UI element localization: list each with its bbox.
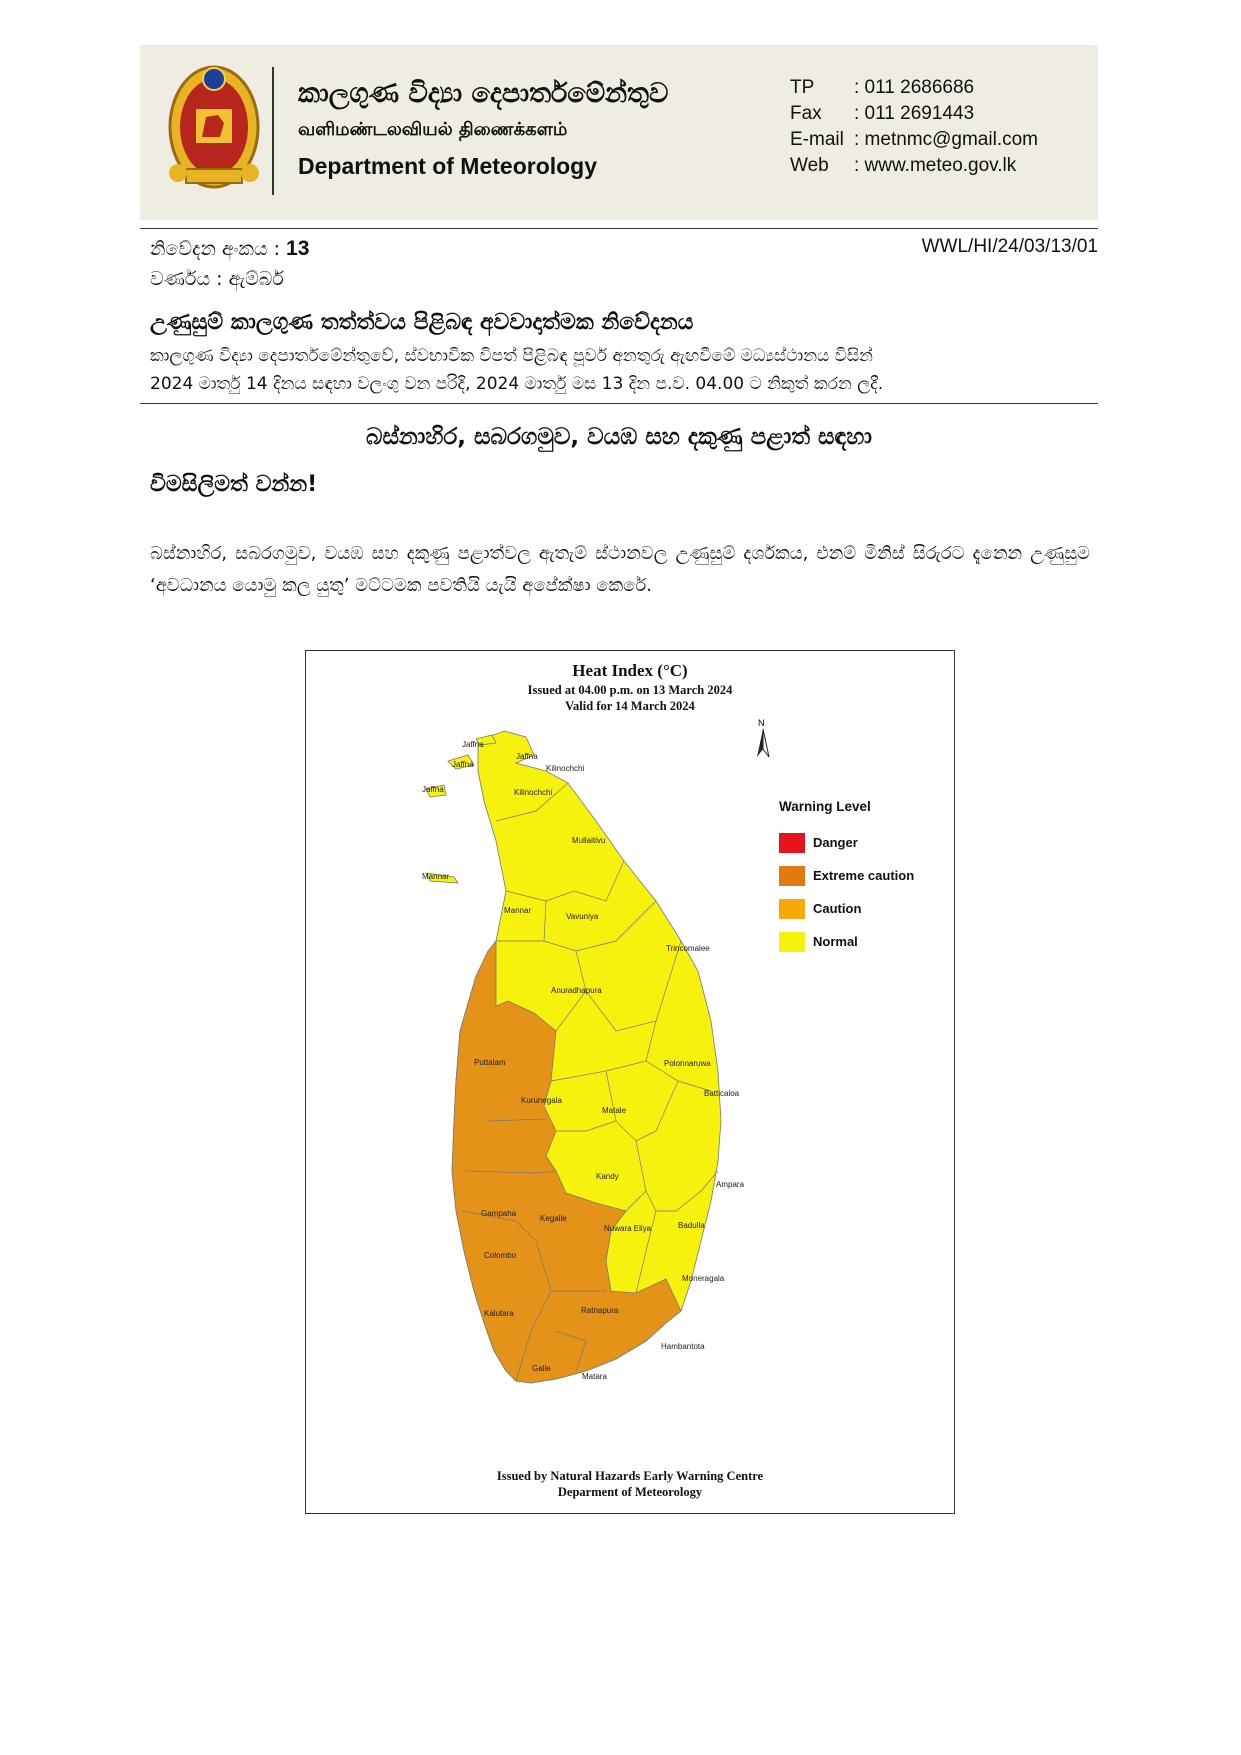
label-nuwara-eliya: Nuwara Eliya bbox=[604, 1224, 652, 1233]
label-galle: Galle bbox=[532, 1364, 551, 1373]
label-batticaloa: Batticaloa bbox=[704, 1089, 740, 1098]
label-ratnapura: Ratnapura bbox=[581, 1306, 619, 1315]
section-rule bbox=[140, 403, 1098, 404]
legend-item-caution bbox=[779, 892, 914, 925]
notice-subtitle-line2: 2024 මාර්තු 14 දිනය සඳහා වලංගු වන පරිදි, 2024 මාර්තු මස 13 දින ප.ව. 04.00 ට නිකුත් කරන ලදී. bbox=[150, 374, 884, 394]
map-valid: Valid for 14 March 2024 bbox=[565, 699, 695, 713]
legend-swatch-caution bbox=[779, 899, 805, 919]
label-mullaitivu: Mullaitivu bbox=[572, 836, 606, 845]
top-rule bbox=[140, 228, 1098, 229]
notice-subtitle-line1: කාලගුණ විද්‍යා දෙපාර්තමේන්තුවේ, ස්වභාවික විපත් පිළිබඳ පූර්ව අනතුරු ඇඟවීමේ මධ්‍යස්ථානය විසින් bbox=[150, 346, 873, 366]
label-puttalam: Puttalam bbox=[474, 1058, 506, 1067]
label-mannar-2: Mannar bbox=[504, 906, 532, 915]
notice-meta bbox=[150, 234, 309, 294]
north-label: N bbox=[758, 718, 765, 728]
label-colombo: Colombo bbox=[484, 1251, 517, 1260]
north-arrow-icon bbox=[753, 717, 773, 765]
warning-level-legend bbox=[779, 799, 914, 958]
contact-value: : metnmc@gmail.com bbox=[854, 129, 1038, 150]
label-kegalle: Kegalle bbox=[540, 1214, 567, 1223]
label-kandy: Kandy bbox=[596, 1172, 619, 1181]
map-footer-issuer: Issued by Natural Hazards Early Warning Centre bbox=[496, 1469, 764, 1483]
legend-title: Warning Level bbox=[779, 799, 871, 814]
alert-text: විමසිලිමත් වන්න! bbox=[150, 472, 318, 497]
organization-names bbox=[298, 75, 668, 185]
contact-details bbox=[790, 75, 1038, 179]
label-kurunegala: Kurunegala bbox=[521, 1096, 562, 1105]
org-name-english: Department of Meteorology bbox=[298, 153, 598, 179]
legend-label: Normal bbox=[813, 934, 858, 949]
region-heading: බස්නාහිර, සබරගමුව, වයඹ සහ දකුණු පළාත් සඳහා bbox=[366, 424, 872, 450]
label-kilinochchi: Kilinochchi bbox=[546, 764, 585, 773]
label-vavuniya: Vavuniya bbox=[566, 912, 599, 921]
contact-value: : 011 2686686 bbox=[854, 77, 975, 98]
header-divider bbox=[272, 67, 274, 195]
legend-item-danger bbox=[779, 826, 914, 859]
heat-index-map bbox=[305, 650, 955, 1514]
map-footer-department: Deparment of Meteorology bbox=[557, 1485, 703, 1499]
notice-reference: WWL/HI/24/03/13/01 bbox=[921, 236, 1098, 257]
org-name-sinhala: කාලගුණ විද්‍යා දෙපාර්තමේන්තුව bbox=[298, 78, 669, 109]
map-title: Heat Index (°C) bbox=[572, 661, 688, 680]
contact-label: Web bbox=[790, 155, 829, 176]
label-jaffna: Jaffna bbox=[462, 740, 484, 749]
label-polonnaruwa: Polonnaruwa bbox=[664, 1059, 711, 1068]
legend-swatch-danger bbox=[779, 833, 805, 853]
notice-number-value: 13 bbox=[286, 237, 310, 260]
notice-number-label: නිවේදන අංකය : bbox=[150, 238, 287, 260]
letterhead bbox=[140, 45, 1098, 220]
legend-swatch-normal bbox=[779, 932, 805, 952]
notice-number bbox=[150, 234, 309, 264]
contact-value: : 011 2691443 bbox=[854, 103, 975, 124]
sri-lanka-map bbox=[306, 651, 954, 1513]
legend-item-extreme-caution bbox=[779, 859, 914, 892]
label-jaffna-4: Jaffna bbox=[422, 785, 444, 794]
legend-label: Extreme caution bbox=[813, 868, 915, 883]
label-hambantota: Hambantota bbox=[661, 1342, 705, 1351]
label-jaffna-3: Jaffna bbox=[452, 760, 474, 769]
label-kalutara: Kalutara bbox=[484, 1309, 514, 1318]
legend-item-normal bbox=[779, 925, 914, 958]
label-moneragala: Moneragala bbox=[682, 1274, 725, 1283]
legend-label: Caution bbox=[813, 901, 862, 916]
label-matara: Matara bbox=[582, 1372, 607, 1381]
label-matale: Matale bbox=[602, 1106, 627, 1115]
legend-swatch-extreme-caution bbox=[779, 866, 805, 886]
contact-phone bbox=[790, 75, 1038, 101]
contact-label: TP bbox=[790, 77, 815, 98]
label-trincomalee: Trincomalee bbox=[666, 944, 710, 953]
contact-label: E-mail bbox=[790, 129, 844, 150]
label-jaffna-2: Jaffna bbox=[516, 752, 538, 761]
contact-email bbox=[790, 127, 1038, 153]
label-ampara: Ampara bbox=[716, 1180, 745, 1189]
contact-label: Fax bbox=[790, 103, 822, 124]
label-mannar: Mannar bbox=[422, 872, 450, 881]
contact-web bbox=[790, 153, 1038, 179]
notice-title: උණුසුම් කාලගුණ තත්ත්වය පිළිබඳ අවවාදාත්මක නිවේදනය bbox=[150, 310, 694, 335]
legend-label: Danger bbox=[813, 835, 858, 850]
contact-fax bbox=[790, 101, 1038, 127]
body-paragraph: බස්නාහිර, සබරගමුව, වයඹ සහ දකුණු පළාත්වල ඇතැම් ස්ථානවල උණුසුම් දර්ශකය, එනම් මිනිස් සිරුරට දැනෙන උණුසුම ‘අවධානය යොමු කල යුතු’ මට්ටමක පවතියි යැයි අපේක්ෂා කෙරේ. bbox=[150, 543, 1090, 596]
label-kilinochchi-2: Kilinochchi bbox=[514, 788, 553, 797]
notice-color: වර්ණය : ඇම්බර් bbox=[150, 268, 284, 290]
map-issued: Issued at 04.00 p.m. on 13 March 2024 bbox=[527, 683, 733, 697]
label-gampaha: Gampaha bbox=[481, 1209, 517, 1218]
national-emblem-icon bbox=[166, 61, 262, 193]
label-badulla: Badulla bbox=[678, 1221, 705, 1230]
label-anuradhapura: Anuradhapura bbox=[551, 986, 602, 995]
notice-subtitle bbox=[150, 342, 1090, 398]
org-name-tamil: வளிமண்டலவியல் திணைக்களம் bbox=[298, 119, 568, 140]
contact-value: : www.meteo.gov.lk bbox=[854, 155, 1017, 176]
